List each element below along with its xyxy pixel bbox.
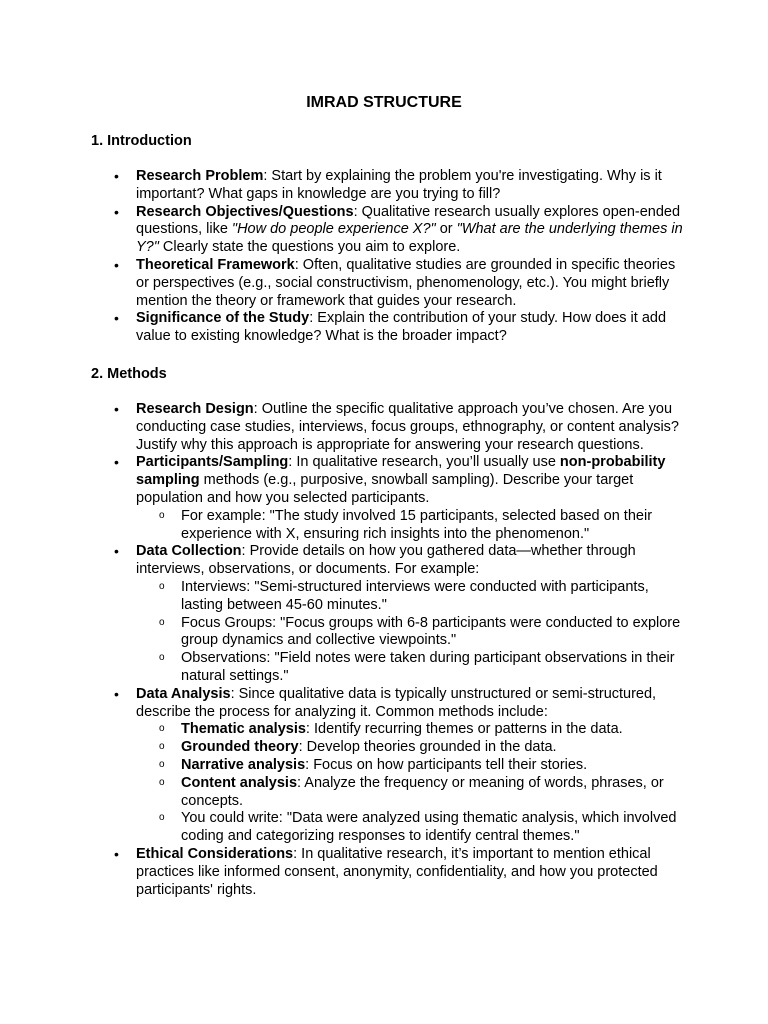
list-item-term: Research Design — [136, 401, 254, 417]
list-item-term: Significance of the Study — [136, 310, 310, 327]
sub-list-item: o Focus Groups: "Focus groups with 6-8 participants were conducted to explore group dynamics and collective viewpoints." — [136, 615, 689, 651]
list-item-term: Participants/Sampling — [136, 454, 289, 471]
list-item-text: Clearly state the questions you aim to explore. — [158, 239, 461, 256]
method-term: Content analysis — [181, 774, 298, 791]
method-text: : Analyze the frequency or meaning of words, phrases, or concepts. — [181, 774, 664, 809]
list-item-term: Research Problem — [136, 168, 264, 184]
example-question: "How do people experience X?" — [231, 221, 436, 238]
section-heading-methods: 2. Methods — [91, 366, 167, 382]
method-term: Thematic analysis — [181, 721, 306, 738]
list-item-term: Ethical Considerations — [136, 845, 294, 862]
list-item-text: : Often, qualitative studies are grounded in specific theories or perspectives (e.g., social constructivism, phenomenology, etc.). You might briefly mention the theory or framework that guides your research. — [136, 256, 676, 309]
list-item-term: Data Analysis — [136, 685, 231, 702]
list-item — [114, 401, 689, 454]
list-item — [114, 846, 689, 899]
list-item-text: : Explain the contribution of your study. How does it add value to existing knowledge? What is the broader impact? — [136, 310, 667, 345]
list-item-text: : In qualitative research, you’ll usually use — [288, 454, 560, 471]
list-item — [114, 454, 689, 543]
sub-list — [136, 579, 689, 686]
introduction-list — [114, 168, 689, 346]
method-text: You could write: "Data were analyzed using thematic analysis, which involved coding and categorizing responses to identify central themes." — [181, 810, 677, 845]
method-text: : Develop theories grounded in the data. — [298, 739, 557, 756]
list-item-text: : Since qualitative data is typically unstructured or semi-structured, describe the process for analyzing it. Common methods include: — [136, 685, 657, 720]
list-item-text: : Provide details on how you gathered data—whether through interviews, observations, or documents. For example: — [136, 543, 636, 578]
list-item-text: : Qualitative research usually explores open-ended questions, like — [136, 203, 681, 238]
list-item-term: Data Collection — [136, 543, 242, 560]
list-item — [114, 686, 689, 846]
sub-list-item — [136, 757, 689, 775]
list-item-text: : Outline the specific qualitative approach you’ve chosen. Are you conducting case studies, interviews, focus groups, ethnography, or content analysis? Justify why this approach is appropriate for answering your research questions. — [136, 401, 679, 453]
method-text: : Identify recurring themes or patterns in the data. — [305, 721, 623, 738]
list-item — [114, 310, 689, 346]
list-item — [114, 543, 689, 685]
list-item — [114, 168, 689, 204]
list-item-text: : In qualitative research, it’s important to mention ethical practices like informed consent, anonymity, confidentiality, and how you protected participants' rights. — [136, 845, 658, 898]
page-title: IMRAD STRUCTURE — [306, 94, 462, 111]
emphasis-term: non-probability sampling — [136, 454, 666, 489]
section-heading-introduction: 1. Introduction — [91, 133, 192, 149]
sub-list-item — [136, 810, 689, 846]
list-item-text: or — [435, 221, 457, 238]
method-term: Narrative analysis — [181, 756, 306, 773]
sub-list-item — [136, 775, 689, 811]
list-item — [114, 257, 689, 310]
sub-list-item — [136, 739, 689, 757]
sub-list — [136, 721, 689, 846]
list-item — [114, 204, 689, 257]
method-text: : Focus on how participants tell their stories. — [305, 756, 588, 773]
example-question: "What are the underlying themes in Y?" — [136, 221, 683, 256]
sub-list-item: o For example: "The study involved 15 participants, selected based on their experience with X, ensuring rich insights into the phenomenon." — [136, 508, 689, 544]
list-item-term: Research Objectives/Questions — [136, 203, 354, 220]
list-item-text: : Start by explaining the problem you're investigating. Why is it important? What gaps in knowledge are you trying to fill? — [136, 168, 662, 202]
sub-list — [136, 508, 689, 544]
sub-list-item: o Interviews: "Semi-structured interviews were conducted with participants, lasting between 45-60 minutes." — [136, 579, 689, 615]
method-term: Grounded theory — [181, 739, 299, 756]
sub-list-item — [136, 721, 689, 739]
methods-list — [114, 401, 689, 899]
list-item-text: methods (e.g., purposive, snowball sampling). Describe your target population and how you selected participants. — [136, 472, 634, 506]
list-item-term: Theoretical Framework — [136, 256, 295, 273]
sub-list-item: o Observations: "Field notes were taken during participant observations in their natural settings." — [136, 650, 689, 686]
